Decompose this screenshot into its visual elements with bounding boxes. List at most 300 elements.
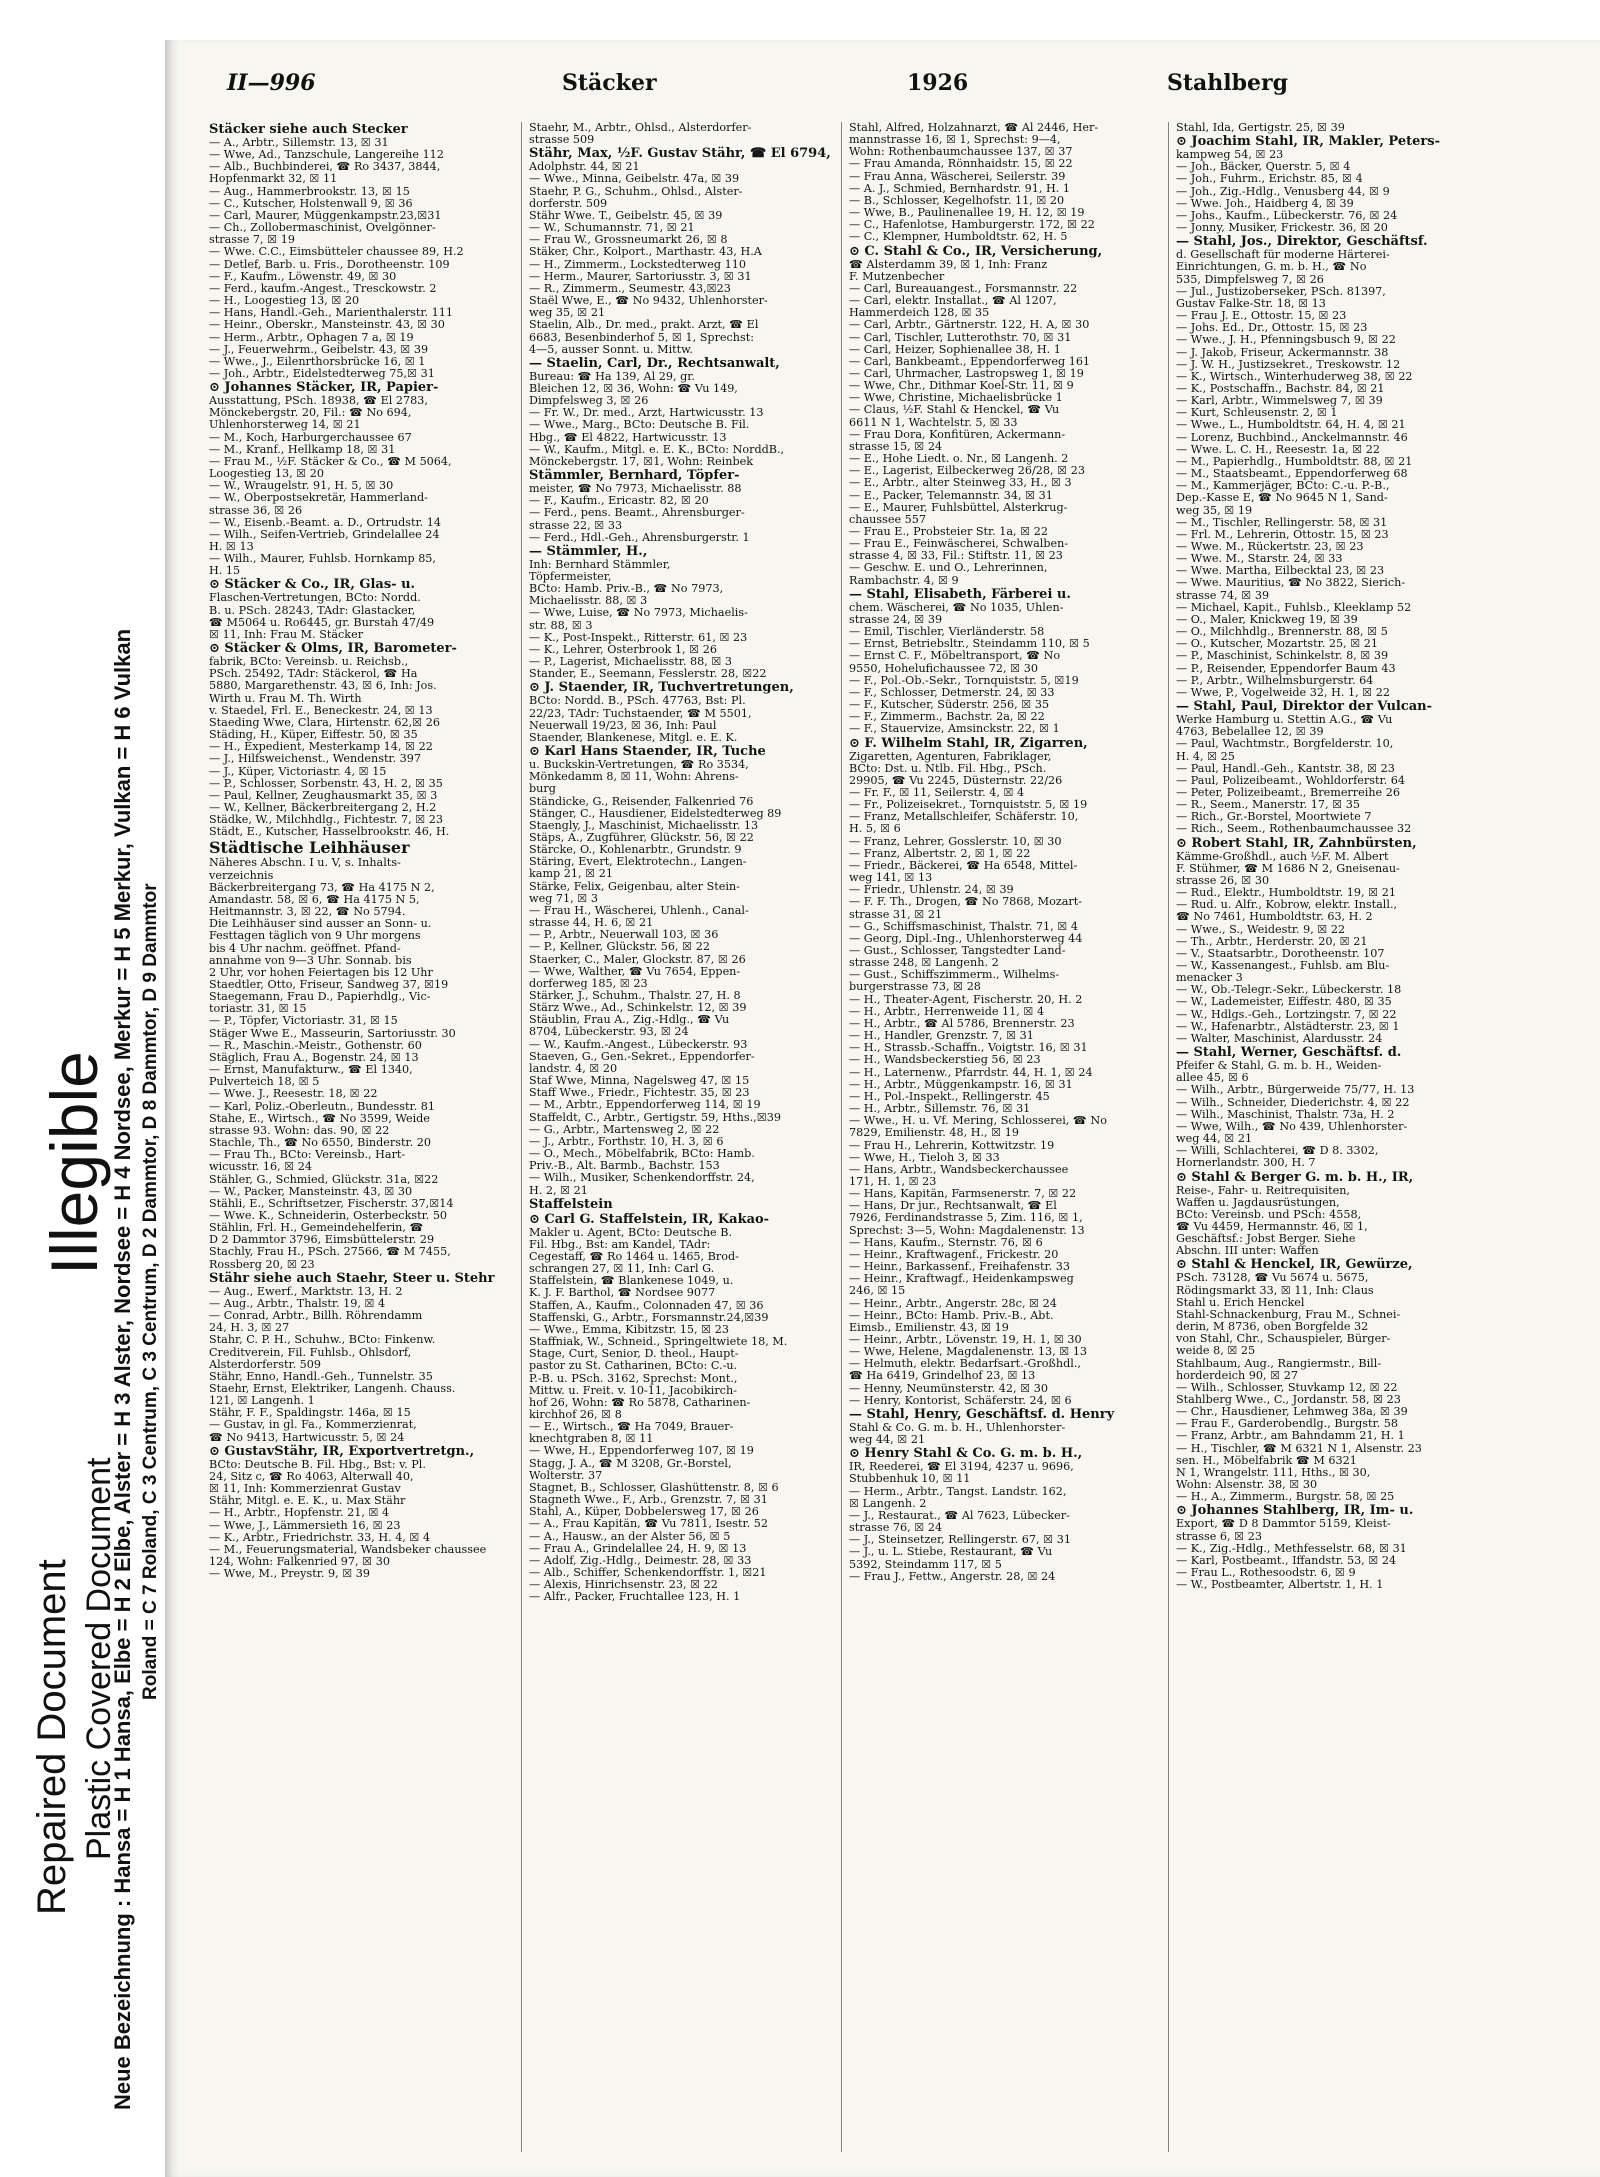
directory-entry: Stärker, J., Schuhm., Thalstr. 27, H. 8 bbox=[529, 990, 741, 1002]
directory-entry: — Franz, Arbtr., am Bahndamm 21, H. 1 bbox=[1176, 1430, 1405, 1443]
directory-entry: Stäring, Evert, Elektrotechn., Langen- bbox=[529, 856, 747, 869]
directory-entry: strasse 4, ☒ 33, Fil.: Stiftstr. 11, ☒ 23 bbox=[849, 550, 1063, 563]
directory-entry: Stahl, Ida, Gertigstr. 25, ☒ 39 bbox=[1176, 122, 1345, 134]
directory-entry: — Rich., Gr.-Borstel, Moortwiete 7 bbox=[1176, 811, 1372, 824]
directory-entry: 8704, Lübeckerstr. 93, ☒ 24 bbox=[529, 1026, 689, 1039]
directory-entry: Staff Wwe., Friedr., Fichtestr. 35, ☒ 23 bbox=[529, 1087, 750, 1100]
directory-entry: — A., Frau Kapitän, ☎ Vu 7811, Isestr. 52 bbox=[529, 1518, 768, 1531]
directory-entry: ⊙ Johannes Stahlberg, IR, Im- u. bbox=[1176, 1503, 1414, 1519]
directory-entry: — K., Arbtr., Friedrichstr. 33, H. 4, ☒ 4 bbox=[209, 1531, 431, 1544]
directory-entry: — P., Arbtr., Wilhelmsburgerstr. 64 bbox=[1176, 674, 1374, 687]
directory-entry: — P., Maschinist, Schinkelstr. 8, ☒ 39 bbox=[1176, 650, 1389, 663]
directory-entry: fabrik, BCto: Vereinsb. u. Reichsb., bbox=[209, 656, 409, 669]
directory-entry: — Hans, Handl.-Geh., Marienthalerstr. 111 bbox=[209, 307, 453, 320]
directory-entry: — A., Hausw., an der Alster 56, ☒ 5 bbox=[529, 1530, 731, 1543]
directory-entry: — H., Arbtr., Hopfenstr. 21, ☒ 4 bbox=[209, 1507, 390, 1520]
directory-entry: — F., Schlosser, Detmerstr. 24, ☒ 33 bbox=[849, 686, 1055, 699]
directory-entry: Stagneth Wwe., F., Arb., Grenzstr. 7, ☒ 31 bbox=[529, 1494, 768, 1507]
directory-entry: weg 71, ☒ 3 bbox=[529, 892, 598, 905]
directory-entry: strasse 7, ☒ 19 bbox=[209, 234, 295, 247]
directory-entry: — Wwe, Luise, ☎ No 7973, Michaelis- bbox=[529, 607, 748, 620]
directory-entry: Wirth u. Frau M. Th. Wirth bbox=[209, 692, 362, 705]
directory-entry: — Peter, Polizeibeamt., Bremerreihe 26 bbox=[1176, 786, 1400, 799]
directory-entry: — Ernst, Manufakturw., ☎ El 1340, bbox=[209, 1064, 413, 1077]
directory-entry: ☒ 11, Inh: Frau M. Stäcker bbox=[209, 628, 364, 641]
directory-entry: — H., Strassb.-Schaffn., Voigtstr. 16, ☒ 31 bbox=[849, 1042, 1088, 1055]
directory-entry: 22/23, TAdr: Tuchstaender, ☎ M 5501, bbox=[529, 707, 752, 720]
directory-entry: Stachly, Frau H., PSch. 27566, ☎ M 7455, bbox=[209, 1246, 451, 1259]
directory-entry: — Wwe, H., Tieloh 3, ☒ 33 bbox=[849, 1151, 1000, 1164]
directory-entry: Stahl u. Erich Henckel bbox=[1176, 1296, 1305, 1309]
directory-entry: — Frau J., Fettw., Angerstr. 28, ☒ 24 bbox=[849, 1570, 1056, 1583]
directory-entry: 124, Wohn: Falkenried 97, ☒ 30 bbox=[209, 1556, 390, 1569]
directory-entry: Städtische Leihhäuser bbox=[209, 838, 410, 858]
directory-entry: ☎ Vu 4459, Hermannstr. 46, ☒ 1, bbox=[1176, 1220, 1368, 1233]
directory-entry: ⊙ Stäcker & Olms, IR, Barometer- bbox=[209, 641, 457, 657]
directory-entry: — Kurt, Schleusenstr. 2, ☒ 1 bbox=[1176, 407, 1338, 420]
directory-entry: — Lorenz, Buchbind., Anckelmannstr. 46 bbox=[1176, 431, 1408, 444]
directory-entry: Staehr, P. G., Schuhm., Ohlsd., Alster- bbox=[529, 185, 743, 198]
directory-entry: — V., Staatsarbtr., Dorotheenstr. 107 bbox=[1176, 947, 1385, 960]
directory-entry: — Carl, Tischler, Lutterothstr. 70, ☒ 31 bbox=[849, 331, 1072, 344]
directory-entry: — M., Papierhdlg., Humboldtstr. 88, ☒ 21 bbox=[1176, 455, 1413, 468]
directory-entry: d. Gesellschaft für moderne Härterei- bbox=[1176, 249, 1390, 262]
directory-entry: — Wwe, Ad., Tanzschule, Langereihe 112 bbox=[209, 149, 444, 162]
directory-entry: — W., Schumannstr. 71, ☒ 21 bbox=[529, 222, 695, 235]
directory-entry: — Adolf, Zig.-Hdlg., Deimestr. 28, ☒ 33 bbox=[529, 1554, 752, 1567]
directory-entry: — W., Lademeister, Eiffestr. 480, ☒ 35 bbox=[1176, 996, 1392, 1009]
directory-entry: ☎ Ha 6419, Grindelhof 23, ☒ 13 bbox=[849, 1370, 1036, 1383]
directory-entry: — Frau J. E., Ottostr. 15, ☒ 23 bbox=[1176, 310, 1347, 323]
directory-entry: — Karl, Postbeamt., Iffandstr. 53, ☒ 24 bbox=[1176, 1554, 1397, 1567]
side-label-strip bbox=[0, 0, 165, 2177]
directory-entry: Staerker, C., Maler, Glockstr. 87, ☒ 26 bbox=[529, 953, 746, 966]
header-left-word: Stäcker bbox=[562, 70, 657, 96]
directory-entry: — Henry, Kontorist, Schäferstr. 24, ☒ 6 bbox=[849, 1394, 1072, 1407]
directory-entry: — E., Hohe Liedt. o. Nr., ☒ Langenh. 2 bbox=[849, 453, 1069, 466]
directory-entry: — J., Steinsetzer, Rellingerstr. 67, ☒ 31 bbox=[849, 1534, 1071, 1547]
directory-entry: — F., Zimmerm., Bachstr. 2a, ☒ 22 bbox=[849, 711, 1045, 724]
directory-entry: — A., Arbtr., Sillemstr. 13, ☒ 31 bbox=[209, 137, 389, 149]
directory-entry: — Stahl, Werner, Geschäftsf. d. bbox=[1176, 1045, 1402, 1061]
directory-entry: Stänger, C., Hausdiener, Eidelstedterweg 89 bbox=[529, 807, 782, 820]
directory-entry: ☎ No 9413, Hartwicusstr. 5, ☒ 24 bbox=[209, 1431, 405, 1444]
directory-entry: — Wwe. Mauritius, ☎ No 3822, Sierich- bbox=[1176, 577, 1406, 590]
directory-entry: strasse 76, ☒ 24 bbox=[849, 1522, 943, 1535]
directory-entry: Stahl, A., Küper, Dobbelersweg 17, ☒ 26 bbox=[529, 1506, 759, 1519]
directory-entry: Stärz Wwe., Ad., Schinkelstr. 12, ☒ 39 bbox=[529, 1002, 747, 1015]
directory-entry: — Conrad, Arbtr., Billh. Röhrendamm bbox=[209, 1310, 423, 1323]
column-4 bbox=[1176, 122, 1476, 1591]
directory-entry: 4—5, ausser Sonnt. u. Mittw. bbox=[529, 343, 693, 356]
directory-entry: — Helmuth, elektr. Bedarfsart.-Großhdl., bbox=[849, 1358, 1081, 1371]
directory-entry: — Carl, Heizer, Sophienallee 38, H. 1 bbox=[849, 343, 1061, 356]
directory-entry: — Wwe, Christine, Michaelisbrücke 1 bbox=[849, 392, 1063, 405]
directory-entry: v. Staedel, Frl. E., Beneckestr. 24, ☒ 13 bbox=[209, 704, 433, 717]
directory-entry: Eimsb., Emilienstr. 43, ☒ 19 bbox=[849, 1321, 1009, 1334]
directory-entry: — Paul, Handl.-Geh., Kantstr. 38, ☒ 23 bbox=[1176, 762, 1395, 775]
directory-entry: — Joh., Bäcker, Querstr. 5, ☒ 4 bbox=[1176, 161, 1351, 174]
label-illegible: Illegible bbox=[37, 1051, 111, 1275]
directory-entry: ☎ Alsterdamm 39, ☒ 1, Inh: Franz bbox=[849, 258, 1048, 271]
directory-entry: BCto: Vereinsb. und PSch: 4558, bbox=[1176, 1208, 1362, 1221]
directory-entry: — E., Maurer, Fuhlsbüttel, Alsterkrug- bbox=[849, 501, 1068, 514]
directory-entry: Pulverteich 18, ☒ 5 bbox=[209, 1076, 320, 1089]
directory-entry: — Frau E., Probsteier Str. 1a, ☒ 22 bbox=[849, 526, 1048, 538]
directory-entry: — W., Postbeamter, Albertstr. 1, H. 1 bbox=[1176, 1579, 1384, 1592]
directory-entry: — B., Schlosser, Kegelhofstr. 11, ☒ 20 bbox=[849, 194, 1065, 207]
directory-entry: — P., Töpfer, Victoriastr. 31, ☒ 15 bbox=[209, 1015, 398, 1028]
directory-entry: 29905, ☎ Vu 2245, Düsternstr. 22/26 bbox=[849, 774, 1063, 787]
directory-entry: — K., Wirtsch., Winterhuderweg 38, ☒ 22 bbox=[1176, 370, 1413, 383]
directory-entry: Stähr siehe auch Staehr, Steer u. Stehr bbox=[209, 1270, 495, 1286]
directory-entry: Stähli, E., Schriftsetzer, Fischerstr. 37,☒14 bbox=[209, 1197, 454, 1210]
directory-entry: Stähr Wwe. T., Geibelstr. 45, ☒ 39 bbox=[529, 209, 723, 222]
directory-entry: ⊙ Johannes Stäcker, IR, Papier- bbox=[209, 380, 439, 396]
directory-entry: Staegemann, Frau D., Papierhdlg., Vic- bbox=[209, 991, 431, 1004]
directory-entry: — Herm., Arbtr., Tangst. Landstr. 162, bbox=[849, 1485, 1067, 1498]
directory-entry: 2 Uhr, vor hohen Feiertagen bis 12 Uhr bbox=[209, 966, 433, 979]
directory-entry: — Stahl, Jos., Direktor, Geschäftsf. bbox=[1176, 234, 1428, 250]
directory-entry: Städke, W., Milchhdlg., Fichtestr. 7, ☒ 23 bbox=[209, 814, 444, 827]
directory-entry: ⊙ Stahl & Berger G. m. b. H., IR, bbox=[1176, 1169, 1414, 1185]
directory-entry: Hornerlandstr. 300, H. 7 bbox=[1176, 1157, 1316, 1170]
directory-entry: ⊙ Karl Hans Staender, IR, Tuche bbox=[529, 744, 766, 760]
directory-entry: — Fr., Polizeisekret., Tornquiststr. 5, ☒ 19 bbox=[849, 799, 1088, 812]
directory-entry: — Wwe. M., Starstr. 24, ☒ 33 bbox=[1176, 553, 1343, 566]
directory-entry: 535, Dimpfelsweg 7, ☒ 26 bbox=[1176, 273, 1324, 286]
directory-entry: Mittw. u. Freit. v. 10-11, Jacobikirch- bbox=[529, 1384, 737, 1397]
directory-entry: — K., Lehrer, Osterbrook 1, ☒ 26 bbox=[529, 643, 717, 656]
directory-entry: — Wwe, P., Vogelweide 32, H. 1, ☒ 22 bbox=[1176, 686, 1391, 699]
directory-entry: — Wwe., H. u. Vf. Mering, Schlosserei, ☎ No bbox=[849, 1115, 1107, 1128]
directory-entry: Staffelstein, ☎ Blankenese 1049, u. bbox=[529, 1275, 734, 1288]
directory-entry: H. 4, ☒ 25 bbox=[1176, 750, 1235, 763]
directory-entry: Adolphstr. 44, ☒ 21 bbox=[529, 161, 640, 174]
directory-entry: kampweg 54, ☒ 23 bbox=[1176, 149, 1284, 162]
directory-entry: — Wwe, Chr., Dithmar Koel-Str. 11, ☒ 9 bbox=[849, 380, 1074, 393]
directory-entry: H. 5, ☒ 6 bbox=[849, 823, 901, 836]
directory-entry: Städt, E., Kutscher, Hasselbrookstr. 46, H. bbox=[209, 826, 450, 839]
directory-entry: Stagg, J. A., ☎ M 3208, Gr.-Borstel, bbox=[529, 1457, 732, 1470]
directory-entry: strasse 93. Wohn: das. 90, ☒ 22 bbox=[209, 1124, 390, 1137]
directory-entry: — R., Seem., Manerstr. 17, ☒ 35 bbox=[1176, 799, 1360, 812]
directory-entry: Gustav Falke-Str. 18, ☒ 13 bbox=[1176, 297, 1326, 310]
column-divider bbox=[1168, 122, 1169, 2152]
directory-entry: kamp 21, ☒ 21 bbox=[529, 868, 613, 881]
directory-entry: 24, H. 3, ☒ 27 bbox=[209, 1322, 290, 1335]
directory-entry: Kämme-Großhdl., auch ½F. M. Albert bbox=[1176, 850, 1389, 863]
directory-entry: Abschn. III unter: Waffen bbox=[1176, 1245, 1319, 1258]
directory-entry: — Carl, Bankbeamt., Eppendorferweg 161 bbox=[849, 355, 1091, 368]
directory-entry: Dimpfelsweg 3, ☒ 26 bbox=[529, 395, 649, 408]
directory-entry: — H., Wandsbeckerstieg 56, ☒ 23 bbox=[849, 1054, 1041, 1067]
directory-entry: — Herm., Arbtr., Ophagen 7 a, ☒ 19 bbox=[209, 331, 414, 344]
directory-entry: — Rud. u. Alfr., Kobrow, elektr. Install., bbox=[1176, 899, 1398, 912]
directory-entry: — Franz, Albertstr. 2, ☒ 1, ☒ 22 bbox=[849, 847, 1031, 860]
directory-entry: — K., Post-Inspekt., Ritterstr. 61, ☒ 23 bbox=[529, 631, 748, 644]
directory-entry: — Wwe. K., Schneiderin, Osterbeckstr. 50 bbox=[209, 1209, 448, 1222]
directory-entry: — Aug., Arbtr., Thalstr. 19, ☒ 4 bbox=[209, 1297, 386, 1310]
directory-entry: Stärke, Felix, Geigenbau, alter Stein- bbox=[529, 880, 740, 893]
directory-entry: strasse 36, ☒ 26 bbox=[209, 504, 303, 517]
directory-entry: Mönckebergstr. 17, ☒1, Wohn: Reinbek bbox=[529, 455, 754, 468]
directory-entry: Stäublin, Frau A., Zig.-Hdlg., ☎ Vu bbox=[529, 1014, 730, 1027]
directory-entry: — W., Wraugelstr. 91, H. 5, ☒ 30 bbox=[209, 480, 394, 493]
directory-entry: 4763, Bebelallee 12, ☒ 39 bbox=[1176, 726, 1324, 739]
directory-entry: chaussee 557 bbox=[849, 513, 926, 526]
directory-entry: Priv.-B., Alt. Barmb., Bachstr. 153 bbox=[529, 1160, 720, 1173]
directory-entry: burgerstrasse 73, ☒ 28 bbox=[849, 981, 981, 994]
directory-entry: u. Buckskin-Vertretungen, ☎ Ro 3534, bbox=[529, 759, 749, 772]
directory-entry: Heitmannstr. 3, ☒ 22, ☎ No 5794. bbox=[209, 906, 406, 919]
directory-entry: — Stämmler, H., bbox=[529, 543, 648, 559]
directory-entry: Zigaretten, Agenturen, Fabriklager, bbox=[849, 750, 1052, 763]
directory-entry: — Claus, ½F. Stahl & Henckel, ☎ Vu bbox=[849, 404, 1060, 417]
directory-entry: — F., Stauervize, Amsinckstr. 22, ☒ 1 bbox=[849, 723, 1060, 736]
directory-entry: Staehr, M., Arbtr., Ohlsd., Alsterdorfer- bbox=[529, 122, 752, 134]
directory-entry: — Willi, Schlachterei, ☎ D 8. 3302, bbox=[1176, 1145, 1379, 1158]
directory-entry: Einrichtungen, G. m. b. H., ☎ No bbox=[1176, 261, 1367, 274]
directory-entry: — Chr., Hausdiener, Lehmweg 38a, ☒ 39 bbox=[1176, 1406, 1408, 1419]
directory-entry: mannstrasse 16, ☒ 1, Sprechst: 9—4, bbox=[849, 134, 1061, 147]
directory-entry: — Wwe., Minna, Geibelstr. 47a, ☒ 39 bbox=[529, 173, 740, 186]
directory-entry: — Wwe, Walther, ☎ Vu 7654, Eppen- bbox=[529, 965, 741, 978]
directory-entry: H. 15 bbox=[209, 565, 241, 578]
directory-entry: burg bbox=[529, 783, 556, 796]
directory-entry: Rambachstr. 4, ☒ 9 bbox=[849, 574, 959, 587]
directory-entry: — Friedr., Bäckerei, ☎ Ha 6548, Mittel- bbox=[849, 859, 1078, 872]
directory-entry: 121, ☒ Langenh. 1 bbox=[209, 1395, 315, 1408]
header-year: 1926 bbox=[907, 70, 969, 96]
directory-entry: — Alb., Schiffer, Schenkendorffstr. 1, ☒21 bbox=[529, 1567, 767, 1580]
directory-entry: horderdeich 90, ☒ 27 bbox=[1176, 1369, 1298, 1382]
directory-entry: — Frau F., Garderobendlg., Burgstr. 58 bbox=[1176, 1418, 1398, 1431]
directory-entry: BCto: Dst. u. Ntlb. Fil. Hbg., PSch. bbox=[849, 762, 1047, 775]
directory-entry: ⊙ Joachim Stahl, IR, Makler, Peters- bbox=[1176, 134, 1440, 150]
directory-entry: Staffelstein bbox=[529, 1196, 613, 1212]
directory-entry: — P., Schlosser, Sorbenstr. 43, H. 2, ☒ 35 bbox=[209, 777, 443, 790]
directory-entry: — Walter, Maschinist, Alardusstr. 24 bbox=[1176, 1032, 1383, 1045]
directory-entry: — J., Hilfsweichenst., Wendenstr. 397 bbox=[209, 753, 422, 766]
directory-entry: 5392, Steindamm 117, ☒ 5 bbox=[849, 1558, 1002, 1571]
directory-entry: Uhlenhorsterweg 14, ☒ 21 bbox=[209, 419, 361, 432]
directory-entry: Dep.-Kasse E, ☎ No 9645 N 1, Sand- bbox=[1176, 492, 1388, 505]
directory-entry: Stäcker siehe auch Stecker bbox=[209, 122, 408, 137]
directory-entry: — O., Maler, Knickweg 19, ☒ 39 bbox=[1176, 613, 1358, 626]
directory-entry: Die Leihhäuser sind ausser an Sonn- u. bbox=[209, 918, 432, 931]
directory-entry: — R., Zimmerm., Seumestr. 43,☒23 bbox=[529, 282, 731, 295]
directory-entry: ⊙ C. Stahl & Co., IR, Versicherung, bbox=[849, 243, 1103, 259]
directory-entry: — Heinr., Barkassenf., Freihafenstr. 33 bbox=[849, 1261, 1070, 1274]
header-right-word: Stahlberg bbox=[1167, 70, 1289, 96]
directory-entry: Makler u. Agent, BCto: Deutsche B. bbox=[529, 1226, 733, 1239]
directory-entry: kirchhof 26, ☒ 8 bbox=[529, 1409, 622, 1421]
directory-entry: — Wwe. L. C. H., Reesestr. 1a, ☒ 22 bbox=[1176, 443, 1381, 456]
directory-entry: Fil. Hbg., Bst: am Kandel, TAdr: bbox=[529, 1238, 711, 1251]
directory-entry: N 1, Wrangelstr. 111, Hths., ☒ 30, bbox=[1176, 1466, 1371, 1479]
directory-entry: weg 44, ☒ 21 bbox=[1176, 1133, 1253, 1146]
directory-entry: — Heinr., Oberskr., Mansteinstr. 43, ☒ 30 bbox=[209, 319, 445, 332]
directory-entry: ☎ M5064 u. Ro6445, gr. Burstah 47/49 bbox=[209, 616, 435, 629]
directory-entry: — Joh., Zig.-Hdlg., Venusberg 44, ☒ 9 bbox=[1176, 185, 1390, 198]
directory-entry: Bleichen 12, ☒ 36, Wohn: ☎ Vu 149, bbox=[529, 382, 738, 395]
legend-new-designation-line2: Roland = C 7 Roland, C 3 Centrum, C 3 Centrum, D 2 Dammtor, D 8 Dammtor, D 9 Dammtor bbox=[140, 883, 161, 1700]
directory-entry: — H., Arbtr., ☎ Al 5786, Brennerstr. 23 bbox=[849, 1017, 1075, 1030]
directory-entry: — Wwe, B., Paulinenallee 19, H. 12, ☒ 19 bbox=[849, 207, 1085, 220]
directory-entry: — F. F. Th., Drogen, ☎ No 7868, Mozart- bbox=[849, 896, 1083, 909]
directory-entry: — M., Staatsbeamt., Eppendorferweg 68 bbox=[1176, 468, 1408, 481]
directory-entry: — P., Lagerist, Michaelisstr. 88, ☒ 3 bbox=[529, 656, 733, 669]
directory-entry: Creditverein, Fil. Fuhlsb., Ohlsdorf, bbox=[209, 1346, 412, 1359]
directory-entry: Stahlberg Wwe., C., Jordanstr. 58, ☒ 23 bbox=[1176, 1394, 1401, 1406]
directory-entry: bis 4 Uhr nachm. geöffnet. Pfand- bbox=[209, 942, 401, 955]
directory-entry: — P., Reisender, Eppendorfer Baum 43 bbox=[1176, 662, 1396, 675]
column-divider bbox=[841, 122, 842, 2152]
directory-entry: ⊙ Stäcker & Co., IR, Glas- u. bbox=[209, 577, 416, 593]
directory-entry: 7829, Emilienstr. 48, H., ☒ 19 bbox=[849, 1127, 1019, 1140]
directory-entry: — Wwe., J. H., Pfenningsbusch 9, ☒ 22 bbox=[1176, 334, 1396, 347]
directory-entry: — J., Restaurat., ☎ Al 7623, Lübecker- bbox=[849, 1509, 1070, 1522]
directory-entry: Stähr, Max, ½F. Gustav Stähr, ☎ El 6794, bbox=[529, 146, 831, 162]
directory-entry: D 2 Dammtor 3796, Eimsbüttelerstr. 29 bbox=[209, 1234, 435, 1247]
directory-entry: Staedtler, Otto, Friseur, Sandweg 37, ☒19 bbox=[209, 979, 449, 991]
directory-entry: — Ernst, Betriebsltr., Steindamm 110, ☒ 5 bbox=[849, 638, 1090, 651]
directory-entry: — Carl, Maurer, Müggenkampstr.23,☒31 bbox=[209, 209, 442, 222]
directory-entry: Alsterdorferstr. 509 bbox=[209, 1358, 322, 1371]
directory-entry: Festtagen täglich von 9 Uhr morgens bbox=[209, 930, 421, 943]
directory-entry: — Wwe., J., Eilenrthorsbrücke 16, ☒ 1 bbox=[209, 355, 426, 368]
directory-entry: Stahl & Co. G. m. b. H., Uhlenhorster- bbox=[849, 1421, 1066, 1434]
directory-entry: PSch. 25492, TAdr: Stäckerol, ☎ Ha bbox=[209, 668, 418, 681]
directory-entry: Michaelisstr. 88, ☒ 3 bbox=[529, 595, 648, 608]
directory-entry: — Wilh., Musiker, Schenkendorffstr. 24, bbox=[529, 1172, 755, 1185]
directory-entry: — Gustav, in gl. Fa., Kommerzienrat, bbox=[209, 1419, 417, 1432]
directory-entry: — Stahl, Elisabeth, Färberei u. bbox=[849, 586, 1071, 602]
directory-entry: — Ferd., Hdl.-Geh., Ahrensburgerstr. 1 bbox=[529, 531, 750, 544]
directory-entry: — Geschw. E. und O., Lehrerinnen, bbox=[849, 562, 1048, 575]
directory-entry: Rossberg 20, ☒ 23 bbox=[209, 1258, 315, 1271]
directory-entry: Staengly, J., Maschinist, Michaelisstr. 13 bbox=[529, 819, 759, 832]
directory-entry: ☒ 11, Inh: Kommerzienrat Gustav bbox=[209, 1483, 401, 1496]
directory-entry: — H., A., Zimmerm., Burgstr. 58, ☒ 25 bbox=[1176, 1491, 1395, 1504]
directory-entry: Töpfermeister, bbox=[529, 571, 612, 583]
directory-entry: Stähler, G., Schmied, Glückstr. 31a, ☒22 bbox=[209, 1173, 439, 1186]
directory-entry: — Ch., Zollobermaschinist, Ovelgönner- bbox=[209, 222, 436, 235]
directory-entry: Sprechst: 3—5, Wohn: Magdalenenstr. 13 bbox=[849, 1224, 1085, 1237]
directory-entry: Näheres Abschn. I u. V, s. Inhalts- bbox=[209, 857, 401, 870]
directory-entry: — W., Hafenarbtr., Alstädterstr. 23, ☒ 1 bbox=[1176, 1020, 1400, 1033]
directory-entry: — Rich., Seem., Rothenbaumchaussee 32 bbox=[1176, 823, 1412, 836]
directory-entry: Wohn: Alsenstr. 38, ☒ 30 bbox=[1176, 1479, 1318, 1492]
directory-entry: — Wilh., Schlosser, Stuvkamp 12, ☒ 22 bbox=[1176, 1381, 1398, 1394]
directory-entry: Amandastr. 58, ☒ 6, ☎ Ha 4175 N 5, bbox=[209, 893, 420, 906]
directory-entry: strasse 509 bbox=[529, 134, 595, 147]
directory-entry: pastor zu St. Catharinen, BCto: C.-u. bbox=[529, 1360, 738, 1373]
directory-entry: — C., Kutscher, Holstenwall 9, ☒ 36 bbox=[209, 197, 413, 210]
directory-entry: Stahl-Schnackenburg, Frau M., Schnei- bbox=[1176, 1308, 1401, 1321]
directory-entry: Stahl, Alfred, Holzahnarzt, ☎ Al 2446, Her- bbox=[849, 122, 1099, 134]
directory-entry: — Paul, Wachtmstr., Borgfelderstr. 10, bbox=[1176, 738, 1394, 751]
directory-entry: Stubbenhuk 10, ☒ 11 bbox=[849, 1473, 971, 1486]
legend-new-designation: Neue Bezeichnung : Hansa = H 1 Hansa, Elbe = H 2 Elbe, Alster = H 3 Alster, Nordsee = H 4 Nordsee, Merkur = H 5 Merkur, Vulkan = H 6 Vulkan bbox=[110, 628, 135, 2110]
directory-entry: 7926, Ferdinandstrasse 5, Zim. 116, ☒ 1, bbox=[849, 1212, 1083, 1225]
directory-entry: — J. Jakob, Friseur, Ackermannstr. 38 bbox=[1176, 346, 1389, 359]
directory-entry: — Michael, Kapit., Fuhlsb., Kleeklamp 52 bbox=[1176, 601, 1412, 614]
directory-entry: — Carl, elektr. Installat., ☎ Al 1207, bbox=[849, 295, 1057, 308]
directory-entry: toriastr. 31, ☒ 15 bbox=[209, 1003, 307, 1016]
label-repaired-document: Repaired Document bbox=[30, 1559, 74, 1915]
directory-entry: Ausstattung, PSch. 18938, ☎ El 2783, bbox=[209, 395, 428, 408]
directory-entry: schrangen 27, ☒ 11, Inh: Carl G. bbox=[529, 1263, 715, 1276]
directory-entry: — Ernst C. F., Möbeltransport, ☎ No bbox=[849, 650, 1061, 663]
directory-entry: von Stahl, Chr., Schauspieler, Bürger- bbox=[1176, 1333, 1391, 1346]
directory-entry: — Frau Th., BCto: Vereinsb., Hart- bbox=[209, 1149, 406, 1162]
directory-entry: Mönkedamm 8, ☒ 11, Wohn: Ahrens- bbox=[529, 771, 739, 784]
directory-entry: chem. Wäscherei, ☎ No 1035, Uhlen- bbox=[849, 601, 1064, 614]
directory-entry: Hbg., ☎ El 4822, Hartwicusstr. 13 bbox=[529, 431, 727, 444]
directory-entry: Stagnet, B., Schlosser, Glashüttenstr. 8, ☒ 6 bbox=[529, 1481, 779, 1494]
directory-entry: — Frau L., Rothesoodstr. 6, ☒ 9 bbox=[1176, 1567, 1356, 1580]
directory-entry: — W., Kaufm.-Angest., Lübeckerstr. 93 bbox=[529, 1038, 748, 1051]
directory-entry: — Herm., Maurer, Sartoriusstr. 3, ☒ 31 bbox=[529, 270, 752, 283]
directory-entry: weide 8, ☒ 25 bbox=[1176, 1345, 1256, 1358]
directory-entry: ⊙ F. Wilhelm Stahl, IR, Zigarren, bbox=[849, 735, 1088, 751]
directory-entry: — Franz, Metallschleifer, Schäferstr. 10, bbox=[849, 811, 1079, 824]
directory-entry: Stage, Curt, Senior, D. theol., Haupt- bbox=[529, 1348, 739, 1361]
directory-entry: — F., Kutscher, Süderstr. 256, ☒ 35 bbox=[849, 699, 1050, 712]
directory-entry: — Hans, Arbtr., Wandsbeckerchaussee bbox=[849, 1163, 1069, 1176]
directory-entry: — Wwe, M., Preystr. 9, ☒ 39 bbox=[209, 1568, 371, 1581]
directory-entry: — H., Loogestieg 13, ☒ 20 bbox=[209, 295, 360, 308]
directory-entry: — Gust., Schiffszimmerm., Wilhelms- bbox=[849, 969, 1060, 982]
directory-entry: Mönckebergstr. 20, Fil.: ☎ No 694, bbox=[209, 407, 412, 420]
directory-entry: landstr. 4, ☒ 20 bbox=[529, 1062, 618, 1075]
directory-entry: IR, Reederei, ☎ El 3194, 4237 u. 9696, bbox=[849, 1461, 1074, 1474]
directory-entry: Staffeldt, C., Arbtr., Gertigstr. 59, Hths.,☒39 bbox=[529, 1111, 781, 1124]
directory-entry: — E., Lagerist, Eilbeckerweg 26/28, ☒ 23 bbox=[849, 465, 1085, 478]
directory-entry: — A. J., Schmied, Bernhardstr. 91, H. 1 bbox=[849, 182, 1071, 195]
directory-entry: Hammerdeich 128, ☒ 35 bbox=[849, 307, 990, 320]
directory-entry: Stähr, Mitgl. e. E. K., u. Max Stähr bbox=[209, 1495, 406, 1508]
directory-entry: ☎ No 7461, Humboldtstr. 63, H. 2 bbox=[1176, 911, 1373, 924]
directory-entry: Stämmler, Bernhard, Töpfer- bbox=[529, 468, 740, 484]
directory-entry: BCto: Hamb. Priv.-B., ☎ No 7973, bbox=[529, 583, 724, 596]
directory-entry: — Hans, Kaufm., Sternstr. 76, ☒ 6 bbox=[849, 1236, 1043, 1249]
directory-entry: — Carl, Bureauangest., Forsmannstr. 22 bbox=[849, 282, 1078, 295]
directory-entry: — Wwe. M., Rückertstr. 23, ☒ 23 bbox=[1176, 541, 1364, 553]
directory-entry: — K., Zig.-Hdlg., Methfesselstr. 68, ☒ 31 bbox=[1176, 1542, 1407, 1555]
directory-entry: BCto: Nordd. B., PSch. 47763, Bst: Pl. bbox=[529, 695, 746, 708]
directory-entry: — Staelin, Carl, Dr., Rechtsanwalt, bbox=[529, 355, 780, 371]
directory-entry: H. ☒ 13 bbox=[209, 541, 254, 553]
directory-entry: — H., Expedient, Mesterkamp 14, ☒ 22 bbox=[209, 741, 433, 754]
directory-entry: Neuerwall 19/23, ☒ 36, Inh: Paul bbox=[529, 719, 717, 732]
directory-entry: — H., Arbtr., Sillemstr. 76, ☒ 31 bbox=[849, 1103, 1031, 1116]
directory-entry: — K., Postschaffn., Bachstr. 84, ☒ 21 bbox=[1176, 382, 1385, 395]
directory-entry: — Wwe, Helene, Magdalenenstr. 13, ☒ 13 bbox=[849, 1346, 1088, 1359]
directory-entry: — Paul, Polizeibeamt., Wohldorferstr. 64 bbox=[1176, 774, 1405, 787]
directory-entry: — M., Koch, Harburgerchaussee 67 bbox=[209, 431, 412, 444]
directory-entry: — Friedr., Uhlenstr. 24, ☒ 39 bbox=[849, 884, 1014, 897]
directory-entry: — H., Zimmerm., Lockstedterweg 110 bbox=[529, 258, 746, 271]
directory-entry: — Johs., Kaufm., Lübeckerstr. 76, ☒ 24 bbox=[1176, 209, 1398, 222]
directory-entry: — H., Laternenw., Pfarrdstr. 44, H. 1, ☒ 24 bbox=[849, 1066, 1093, 1079]
directory-entry: — Carl, Uhrmacher, Lastropsweg 1, ☒ 19 bbox=[849, 367, 1084, 380]
directory-entry: — Heinr., BCto: Hamb. Priv.-B., Abt. bbox=[849, 1309, 1054, 1322]
directory-entry: — Georg, Dipl.-Ing., Uhlenhorsterweg 44 bbox=[849, 932, 1083, 945]
directory-entry: Staehr, Ernst, Elektriker, Langenh. Chauss. bbox=[209, 1383, 456, 1395]
